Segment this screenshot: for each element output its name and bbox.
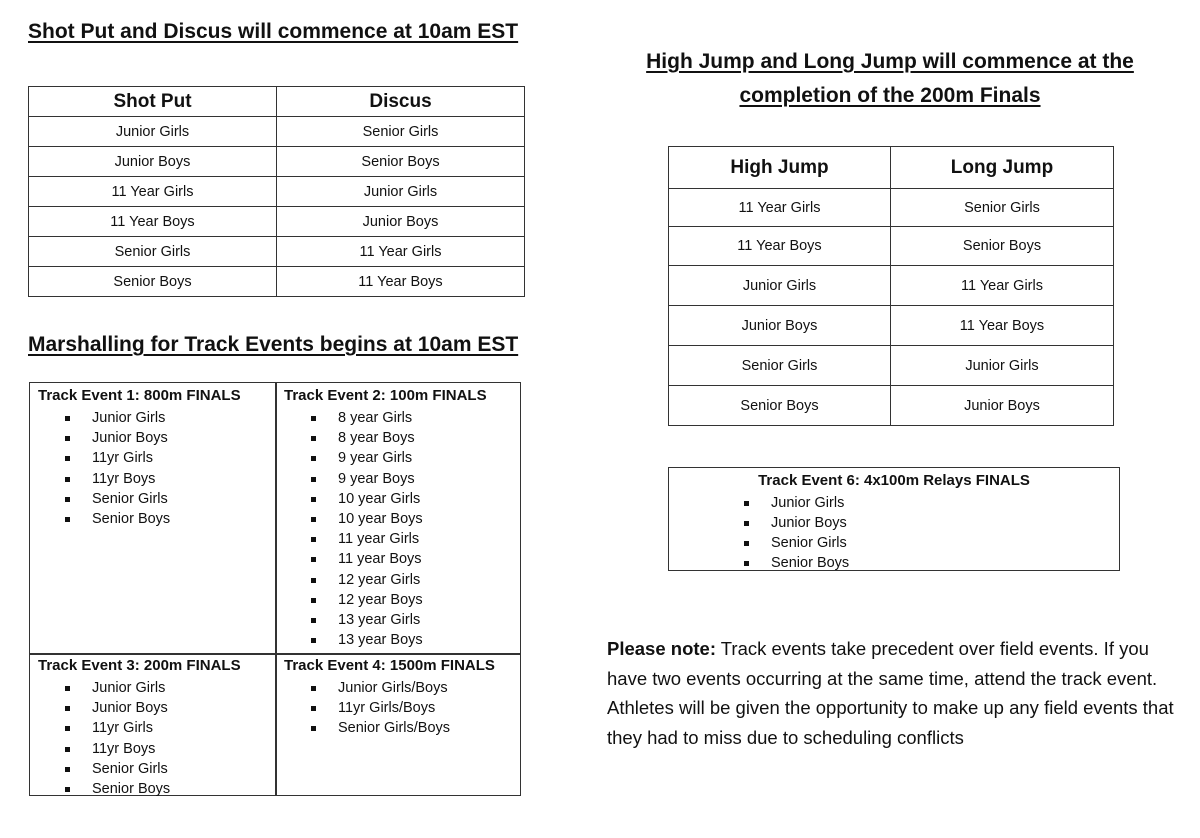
table-row [669, 346, 1114, 386]
table-cell: Junior Boys [277, 207, 525, 237]
shot-put-discus-table [28, 86, 525, 297]
list-item: 11yr Girls [38, 718, 170, 738]
list-item: Junior Boys [717, 513, 849, 533]
table-cell: Senior Boys [277, 147, 525, 177]
list-item: 13 year Girls [284, 610, 423, 630]
table-cell: Senior Girls [29, 237, 277, 267]
track-marshalling-heading: Marshalling for Track Events begins at 10am EST [28, 333, 519, 356]
list-item: 10 year Girls [284, 489, 423, 509]
list-item: Senior Boys [38, 779, 170, 799]
list-item: Senior Girls [717, 533, 849, 553]
table-cell: Senior Boys [29, 267, 277, 297]
discus-header: Discus [277, 87, 525, 117]
table-cell: Junior Boys [29, 147, 277, 177]
table-row [29, 177, 525, 207]
shot-put-discus-heading: Shot Put and Discus will commence at 10am EST [28, 20, 519, 43]
table-row [669, 189, 1114, 227]
high-jump-header: High Jump [669, 147, 891, 189]
relay-event-box [668, 467, 1120, 571]
table-cell: Senior Girls [277, 117, 525, 147]
grid-divider [275, 383, 277, 795]
track-event-4-list [284, 678, 450, 739]
list-item: Junior Girls [38, 408, 170, 428]
table-cell: 11 Year Boys [277, 267, 525, 297]
list-item: Junior Girls [717, 493, 849, 513]
table-cell: Junior Girls [891, 346, 1114, 386]
relay-event-list [717, 493, 849, 573]
table-row [29, 207, 525, 237]
table-cell: 11 Year Girls [669, 189, 891, 227]
table-cell: Senior Girls [891, 189, 1114, 227]
list-item: 11yr Boys [38, 739, 170, 759]
list-item: 11yr Boys [38, 469, 170, 489]
track-event-1-list [38, 408, 170, 529]
track-event-4-title: Track Event 4: 1500m FINALS [284, 657, 495, 674]
track-event-2-title: Track Event 2: 100m FINALS [284, 387, 487, 404]
list-item: 9 year Boys [284, 469, 423, 489]
list-item: 12 year Boys [284, 590, 423, 610]
table-cell: Senior Girls [669, 346, 891, 386]
table-cell: Junior Girls [669, 266, 891, 306]
list-item: Senior Boys [38, 509, 170, 529]
please-note-label: Please note: [607, 638, 716, 659]
high-long-jump-table [668, 146, 1114, 426]
table-row [29, 237, 525, 267]
table-row [669, 386, 1114, 426]
list-item: Junior Boys [38, 428, 170, 448]
table-row [669, 306, 1114, 346]
table-row [669, 227, 1114, 266]
table-cell: Junior Girls [29, 117, 277, 147]
list-item: 8 year Girls [284, 408, 423, 428]
table-cell: 11 Year Boys [669, 227, 891, 266]
track-event-3-list [38, 678, 170, 799]
jump-heading-line1: High Jump and Long Jump will commence at the [646, 50, 1134, 73]
list-item: 12 year Girls [284, 570, 423, 590]
shot-put-header: Shot Put [29, 87, 277, 117]
table-cell: Senior Boys [669, 386, 891, 426]
table-cell: 11 Year Girls [277, 237, 525, 267]
table-cell: Junior Boys [891, 386, 1114, 426]
list-item: 11yr Girls [38, 448, 170, 468]
list-item: 10 year Boys [284, 509, 423, 529]
list-item: 11yr Girls/Boys [284, 698, 450, 718]
list-item: Senior Girls [38, 759, 170, 779]
list-item: 11 year Boys [284, 549, 423, 569]
table-cell: Junior Boys [669, 306, 891, 346]
table-row [29, 117, 525, 147]
table-cell: 11 Year Girls [891, 266, 1114, 306]
jump-heading-line2: completion of the 200m Finals [739, 84, 1041, 107]
list-item: Junior Girls/Boys [284, 678, 450, 698]
track-event-1-title: Track Event 1: 800m FINALS [38, 387, 241, 404]
list-item: 11 year Girls [284, 529, 423, 549]
list-item: Junior Boys [38, 698, 170, 718]
list-item: 13 year Boys [284, 630, 423, 650]
track-event-3-title: Track Event 3: 200m FINALS [38, 657, 241, 674]
list-item: Junior Girls [38, 678, 170, 698]
please-note-paragraph [607, 634, 1187, 752]
table-cell: 11 Year Boys [891, 306, 1114, 346]
table-cell: Junior Girls [277, 177, 525, 207]
list-item: 9 year Girls [284, 448, 423, 468]
table-row [29, 267, 525, 297]
relay-event-title: Track Event 6: 4x100m Relays FINALS [758, 472, 1030, 489]
table-row [669, 266, 1114, 306]
table-cell: 11 Year Girls [29, 177, 277, 207]
table-cell: Senior Boys [891, 227, 1114, 266]
long-jump-header: Long Jump [891, 147, 1114, 189]
list-item: Senior Girls/Boys [284, 718, 450, 738]
please-note-text: Track events take precedent over field events. If you have two events occurring at the same time, attend the track event. Athletes will be given the opportunity to make up any field events that they had to miss due to scheduling conflicts [607, 638, 1174, 748]
grid-divider [30, 653, 520, 655]
table-cell: 11 Year Boys [29, 207, 277, 237]
list-item: Senior Boys [717, 553, 849, 573]
track-events-grid [29, 382, 521, 796]
list-item: 8 year Boys [284, 428, 423, 448]
table-row [29, 147, 525, 177]
list-item: Senior Girls [38, 489, 170, 509]
track-event-2-list [284, 408, 423, 650]
